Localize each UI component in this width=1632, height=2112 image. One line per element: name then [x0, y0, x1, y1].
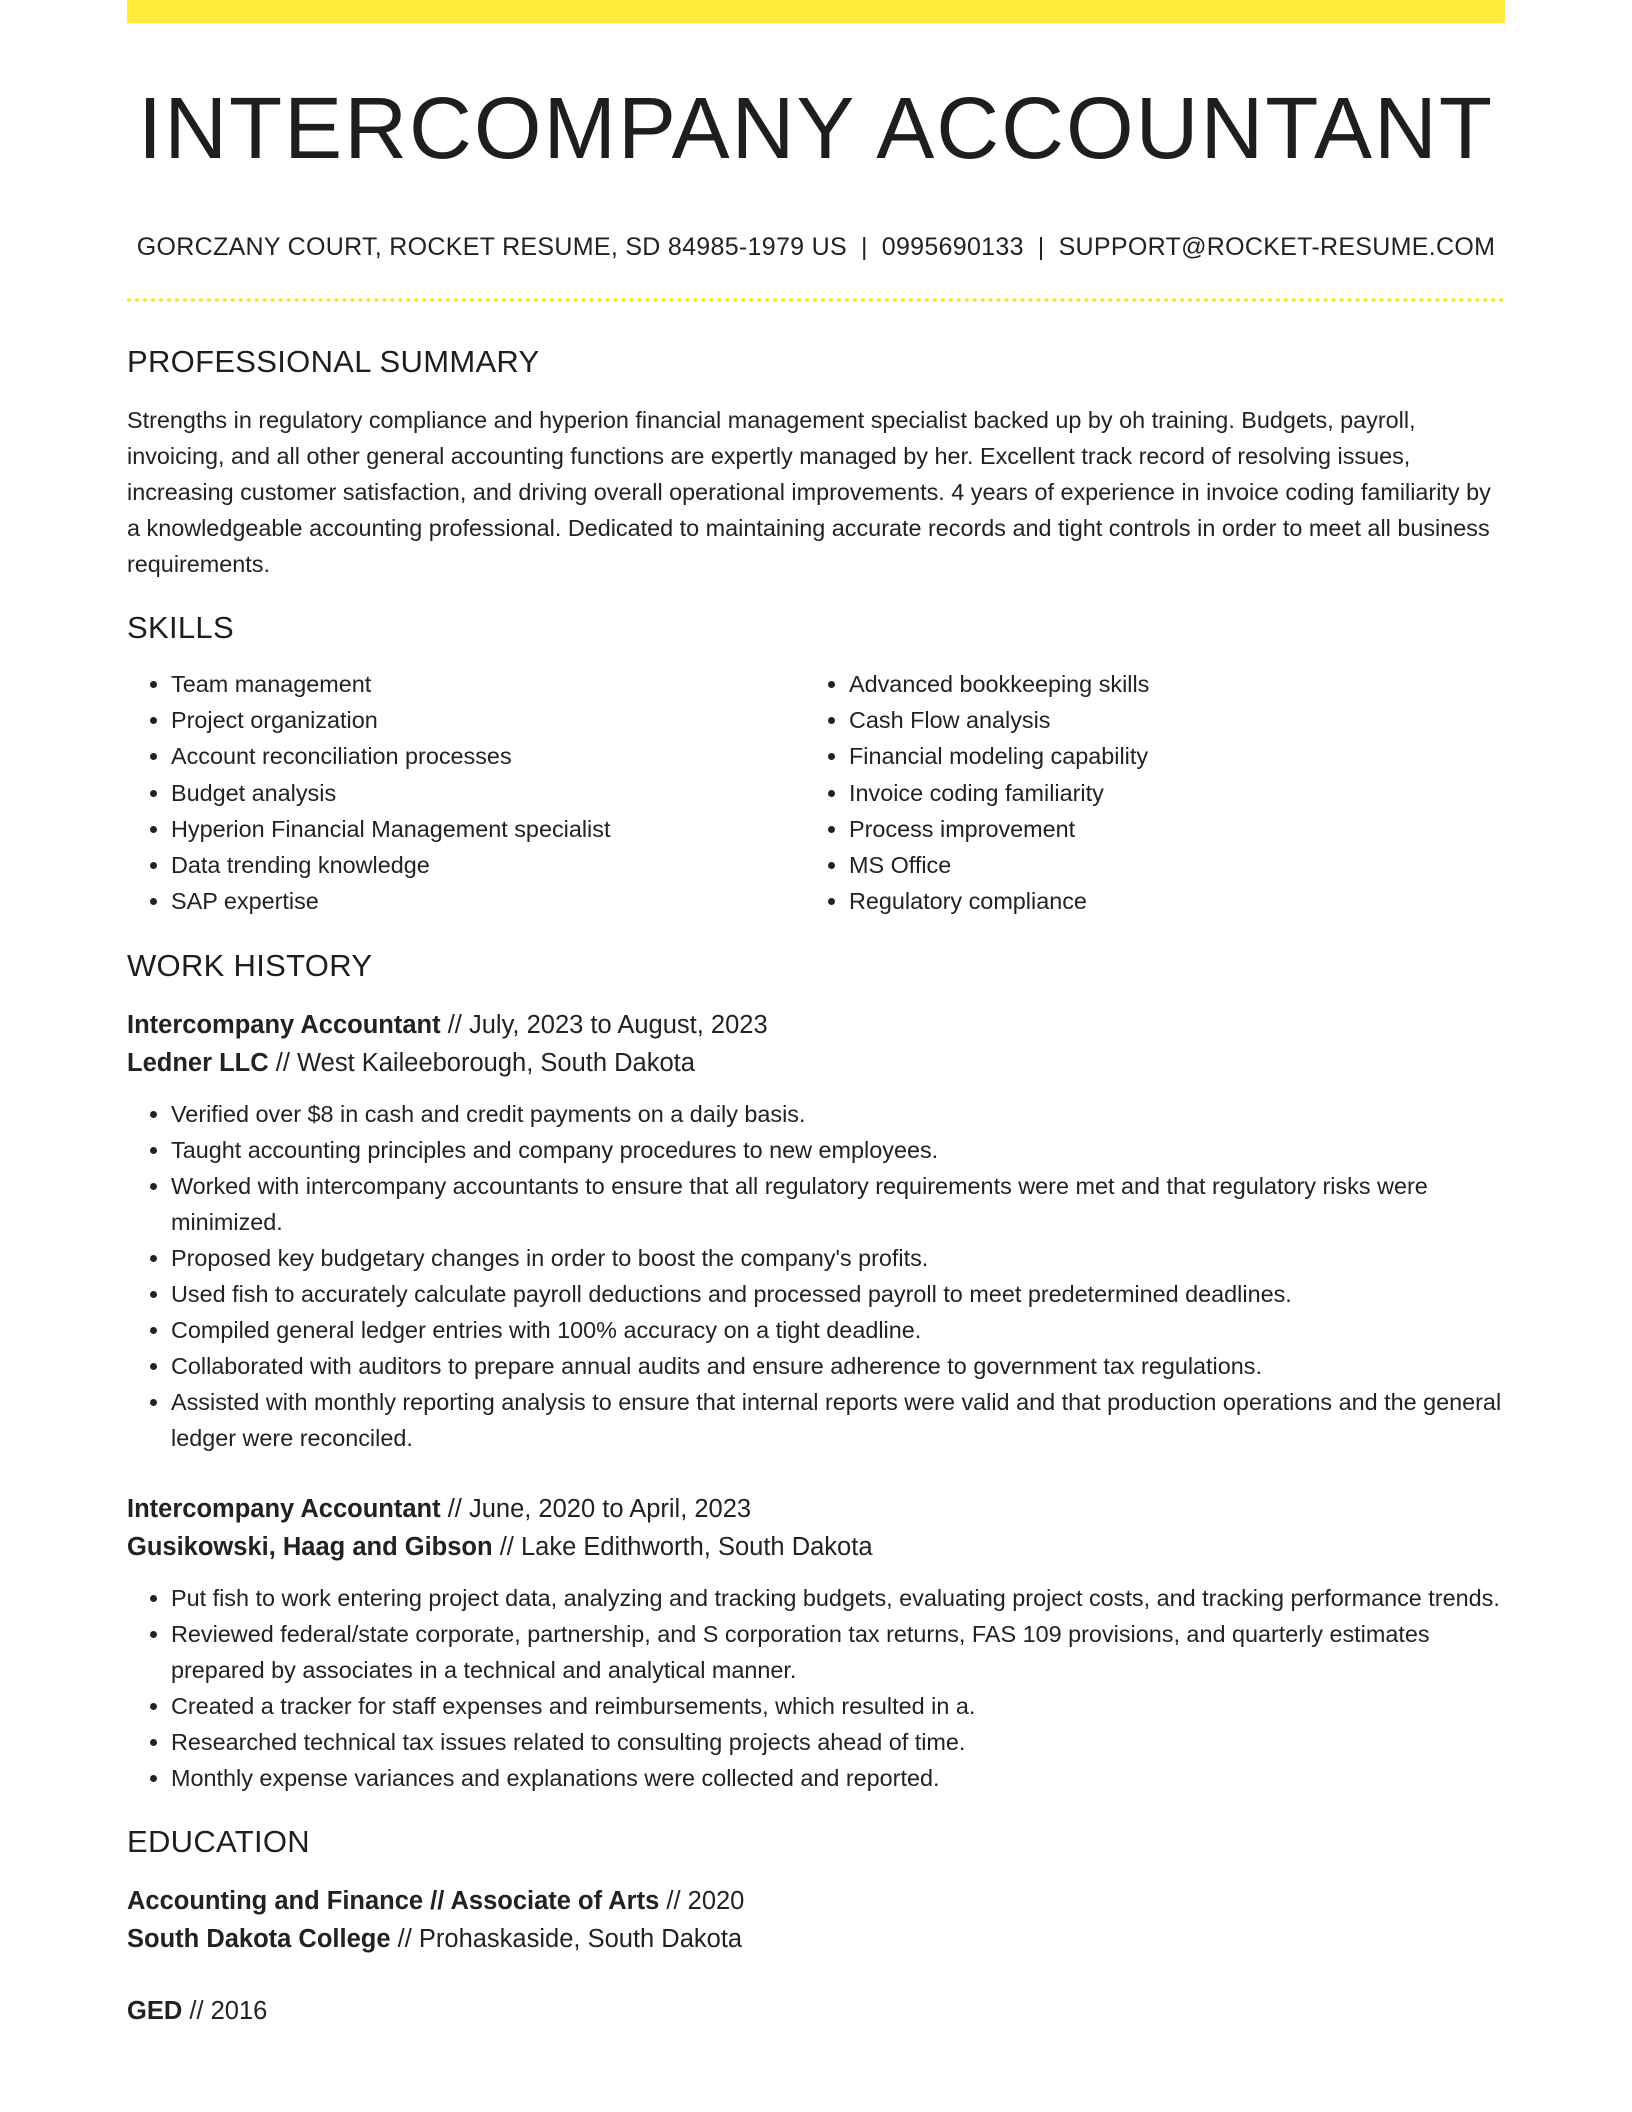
job-bullet: • Proposed key budgetary changes in order to boost the company's profits. [171, 1240, 1505, 1276]
job-bullet: • Put fish to work entering project data, analyzing and tracking budgets, evaluating project costs, and tracking performance trends. [171, 1580, 1505, 1616]
job-bullet: • Compiled general ledger entries with 100% accuracy on a tight deadline. [171, 1312, 1505, 1348]
contact-line [127, 233, 1505, 262]
contact-address: GORCZANY COURT, ROCKET RESUME, SD 84985-1979 US [136, 232, 847, 261]
skill-item: • Hyperion Financial Management specialist [171, 811, 805, 847]
education-entry [127, 1882, 1505, 1958]
job-bullets [127, 1096, 1505, 1456]
contact-separator: | [860, 232, 868, 261]
job-bullet: • Verified over $8 in cash and credit payments on a daily basis. [171, 1096, 1505, 1132]
skill-item: • Cash Flow analysis [849, 702, 1483, 738]
job-bullet: • Researched technical tax issues related to consulting projects ahead of time. [171, 1724, 1505, 1760]
resume-title: INTERCOMPANY ACCOUNTANT [138, 80, 1494, 177]
skill-item: • MS Office [849, 847, 1483, 883]
education-divider: // [189, 1996, 204, 2025]
dotted-divider [127, 298, 1505, 302]
job-role-line [127, 1006, 1505, 1044]
job-location: Lake Edithworth, South Dakota [520, 1532, 873, 1561]
skills-column-right [805, 666, 1483, 920]
education-degree-line [127, 1882, 1505, 1920]
job-company-line [127, 1044, 1505, 1082]
job-divider: // [499, 1532, 514, 1561]
job-role: Intercompany Accountant [127, 1010, 441, 1039]
job-company-line [127, 1528, 1505, 1566]
job-bullet: • Taught accounting principles and company procedures to new employees. [171, 1132, 1505, 1168]
education-school: South Dakota College [127, 1924, 391, 1953]
top-accent-bar [127, 0, 1505, 23]
job-bullet: • Collaborated with auditors to prepare annual audits and ensure adherence to government tax regulations. [171, 1348, 1505, 1384]
education-degree: Accounting and Finance // Associate of Arts [127, 1886, 660, 1915]
skill-item: • Invoice coding familiarity [849, 775, 1483, 811]
job-company: Gusikowski, Haag and Gibson [127, 1532, 493, 1561]
job-bullet: • Used fish to accurately calculate payroll deductions and processed payroll to meet predetermined deadlines. [171, 1276, 1505, 1312]
education-year: 2016 [210, 1996, 268, 2025]
job-role: Intercompany Accountant [127, 1494, 441, 1523]
resume-page [127, 0, 1505, 2030]
skill-item: • Regulatory compliance [849, 883, 1483, 919]
job-bullet: • Worked with intercompany accountants to ensure that all regulatory requirements were met and that regulatory risks were minimized. [171, 1168, 1505, 1240]
job-bullet: • Reviewed federal/state corporate, partnership, and S corporation tax returns, FAS 109 provisions, and quarterly estimates prepared by associates in a technical and analytical manner. [171, 1616, 1505, 1688]
job-dates: June, 2020 to April, 2023 [468, 1494, 752, 1523]
job-bullet: • Assisted with monthly reporting analysis to ensure that internal reports were valid and that production operations and the general ledger were reconciled. [171, 1384, 1505, 1456]
education-heading: EDUCATION [127, 1823, 310, 1859]
job-bullet: • Monthly expense variances and explanations were collected and reported. [171, 1760, 1505, 1796]
education-divider: // [397, 1924, 412, 1953]
skills-grid [127, 666, 1505, 920]
contact-phone: 0995690133 [881, 232, 1024, 261]
skill-item: • SAP expertise [171, 883, 805, 919]
job-header [127, 1490, 1505, 1566]
education-entry [127, 1992, 1505, 2030]
education-degree: GED [127, 1996, 183, 2025]
skills-column-left [127, 666, 805, 920]
education-year: 2020 [687, 1886, 745, 1915]
education-location: Prohaskaside, South Dakota [418, 1924, 743, 1953]
summary-heading: PROFESSIONAL SUMMARY [127, 343, 540, 379]
education-divider: // [666, 1886, 681, 1915]
skill-item: • Data trending knowledge [171, 847, 805, 883]
contact-email: SUPPORT@ROCKET-RESUME.COM [1058, 232, 1496, 261]
summary-text: Strengths in regulatory compliance and hyperion financial management specialist backed up by oh training. Budgets, payroll, invoicing, and all other general accounting functions are expertly managed by her. Excellent track record of resolving issues, increasing customer satisfaction, and driving overall operational improvements. 4 years of experience in invoice coding familiarity by a knowledgeable accounting professional. Dedicated to maintaining accurate records and tight controls in order to meet all business requirements. [127, 406, 1491, 577]
skill-item: • Team management [171, 666, 805, 702]
job-divider: // [447, 1010, 462, 1039]
education-school-line [127, 1920, 1505, 1958]
job-dates: July, 2023 to August, 2023 [468, 1010, 768, 1039]
job-bullets [127, 1580, 1505, 1796]
skill-item: • Project organization [171, 702, 805, 738]
job-divider: // [275, 1048, 290, 1077]
work-history-heading: WORK HISTORY [127, 947, 373, 983]
job-header [127, 1006, 1505, 1082]
skill-item: • Financial modeling capability [849, 738, 1483, 774]
education-degree-line [127, 1992, 1505, 2030]
job-role-line [127, 1490, 1505, 1528]
skill-item: • Budget analysis [171, 775, 805, 811]
skill-item: • Account reconciliation processes [171, 738, 805, 774]
job-bullet: • Created a tracker for staff expenses and reimbursements, which resulted in a. [171, 1688, 1505, 1724]
job-divider: // [447, 1494, 462, 1523]
job-location: West Kaileeborough, South Dakota [297, 1048, 695, 1077]
contact-separator: | [1037, 232, 1045, 261]
skill-item: • Process improvement [849, 811, 1483, 847]
job-company: Ledner LLC [127, 1048, 269, 1077]
skills-heading: SKILLS [127, 609, 234, 645]
skill-item: • Advanced bookkeeping skills [849, 666, 1483, 702]
